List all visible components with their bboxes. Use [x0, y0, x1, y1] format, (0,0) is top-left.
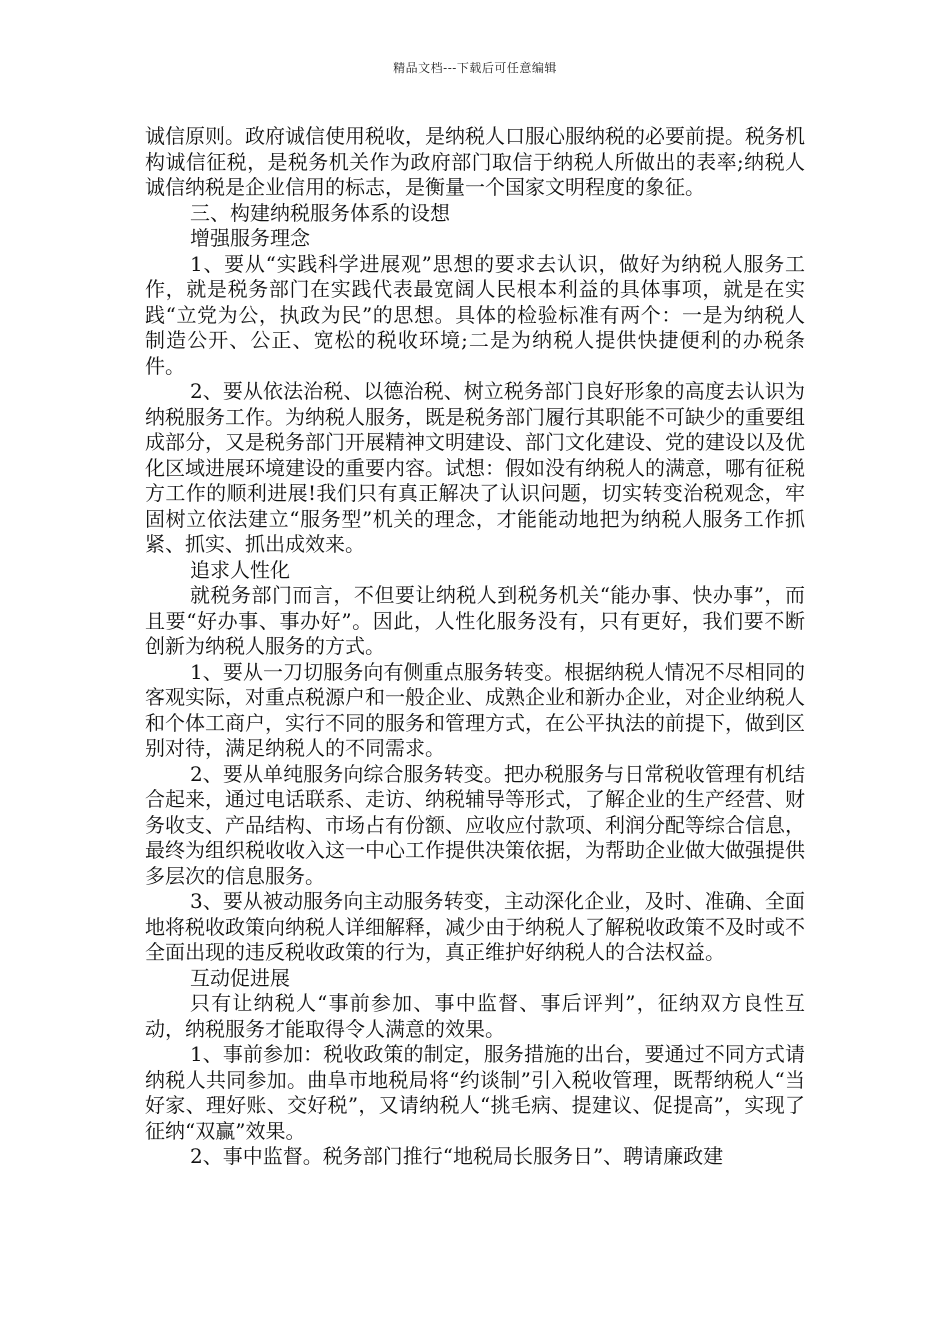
page-header: 精品文档---下载后可任意编辑 — [393, 61, 557, 75]
paragraph-item-3-humanization: 3、要从被动服务向主动服务转变，主动深化企业，及时、准确、全面地将税收政策向纳税人详细解释，减少由于纳税人了解税收政策不及时或不全面出现的违反税收政策的行为，真正维护好纳税人的合法权益。 — [145, 889, 805, 964]
paragraph-item-1-interaction: 1、事前参加：税收政策的制定，服务措施的出台，要通过不同方式请纳税人共同参加。曲阜市地税局将“约谈制”引入税收管理，既帮纳税人“当好家、理好账、交好税”，又请纳税人“挑毛病、提建议、促提高”，实现了征纳“双赢”效果。 — [145, 1042, 805, 1143]
section-heading-service-system: 三、构建纳税服务体系的设想 — [190, 200, 450, 225]
paragraph-item-2-interaction: 2、事中监督。税务部门推行“地税局长服务日”、聘请廉政建 — [190, 1144, 724, 1168]
subheading-service-concept: 增强服务理念 — [190, 226, 310, 250]
paragraph-item-2-concept: 2、要从依法治税、以德治税、树立税务部门良好形象的高度去认识为纳税服务工作。为纳税人服务，既是税务部门履行其职能不可缺少的重要组成部分，又是税务部门开展精神文明建设、部门文化建设、党的建设以及优化区域进展环境建设的重要内容。试想：假如没有纳税人的满意，哪有征税方工作的顺利进展!我们只有真正解决了认识问题，切实转变治税观念，牢固树立依法建立“服务型”机关的理念，才能能动地把为纳税人服务工作抓紧、抓实、抓出成效来。 — [145, 379, 805, 556]
paragraph-item-1-concept: 1、要从“实践科学进展观”思想的要求去认识，做好为纳税人服务工作，就是税务部门在实践代表最宽阔人民根本利益的具体事项，就是在实践“立党为公，执政为民”的思想。具体的检验标准有两个：一是为纳税人制造公开、公正、宽松的税收环境;二是为纳税人提供快捷便利的办税条件。 — [145, 251, 805, 378]
paragraph-item-1-humanization: 1、要从一刀切服务向有侧重点服务转变。根据纳税人情况不尽相同的客观实际，对重点税源户和一般企业、成熟企业和新办企业，对企业纳税人和个体工商户，实行不同的服务和管理方式，在公平执法的前提下，做到区别对待，满足纳税人的不同需求。 — [145, 659, 805, 760]
subheading-interaction: 互动促进展 — [190, 965, 290, 990]
paragraph-interaction-intro: 只有让纳税人“事前参加、事中监督、事后评判”，征纳双方良性互动，纳税服务才能取得令人满意的效果。 — [145, 991, 805, 1041]
paragraph-integrity-principle: 诚信原则。政府诚信使用税收，是纳税人口服心服纳税的必要前提。税务机构诚信征税，是税务机关作为政府部门取信于纳税人所做出的表率;纳税人诚信纳税是企业信用的标志，是衡量一个国家文明程度的象征。 — [145, 124, 805, 199]
paragraph-item-2-humanization: 2、要从单纯服务向综合服务转变。把办税服务与日常税收管理有机结合起来，通过电话联系、走访、纳税辅导等形式，了解企业的生产经营、财务收支、产品结构、市场占有份额、应收应付款项、利润分配等综合信息，最终为组织税收收入这一中心工作提供决策依据，为帮助企业做大做强提供多层次的信息服务。 — [145, 761, 805, 888]
document-body — [145, 124, 805, 1170]
paragraph-humanization-intro: 就税务部门而言，不但要让纳税人到税务机关“能办事、快办事”，而且要“好办事、事办好”。因此，人性化服务没有，只有更好，我们要不断创新为纳税人服务的方式。 — [145, 583, 805, 658]
subheading-humanization: 追求人性化 — [190, 557, 290, 582]
